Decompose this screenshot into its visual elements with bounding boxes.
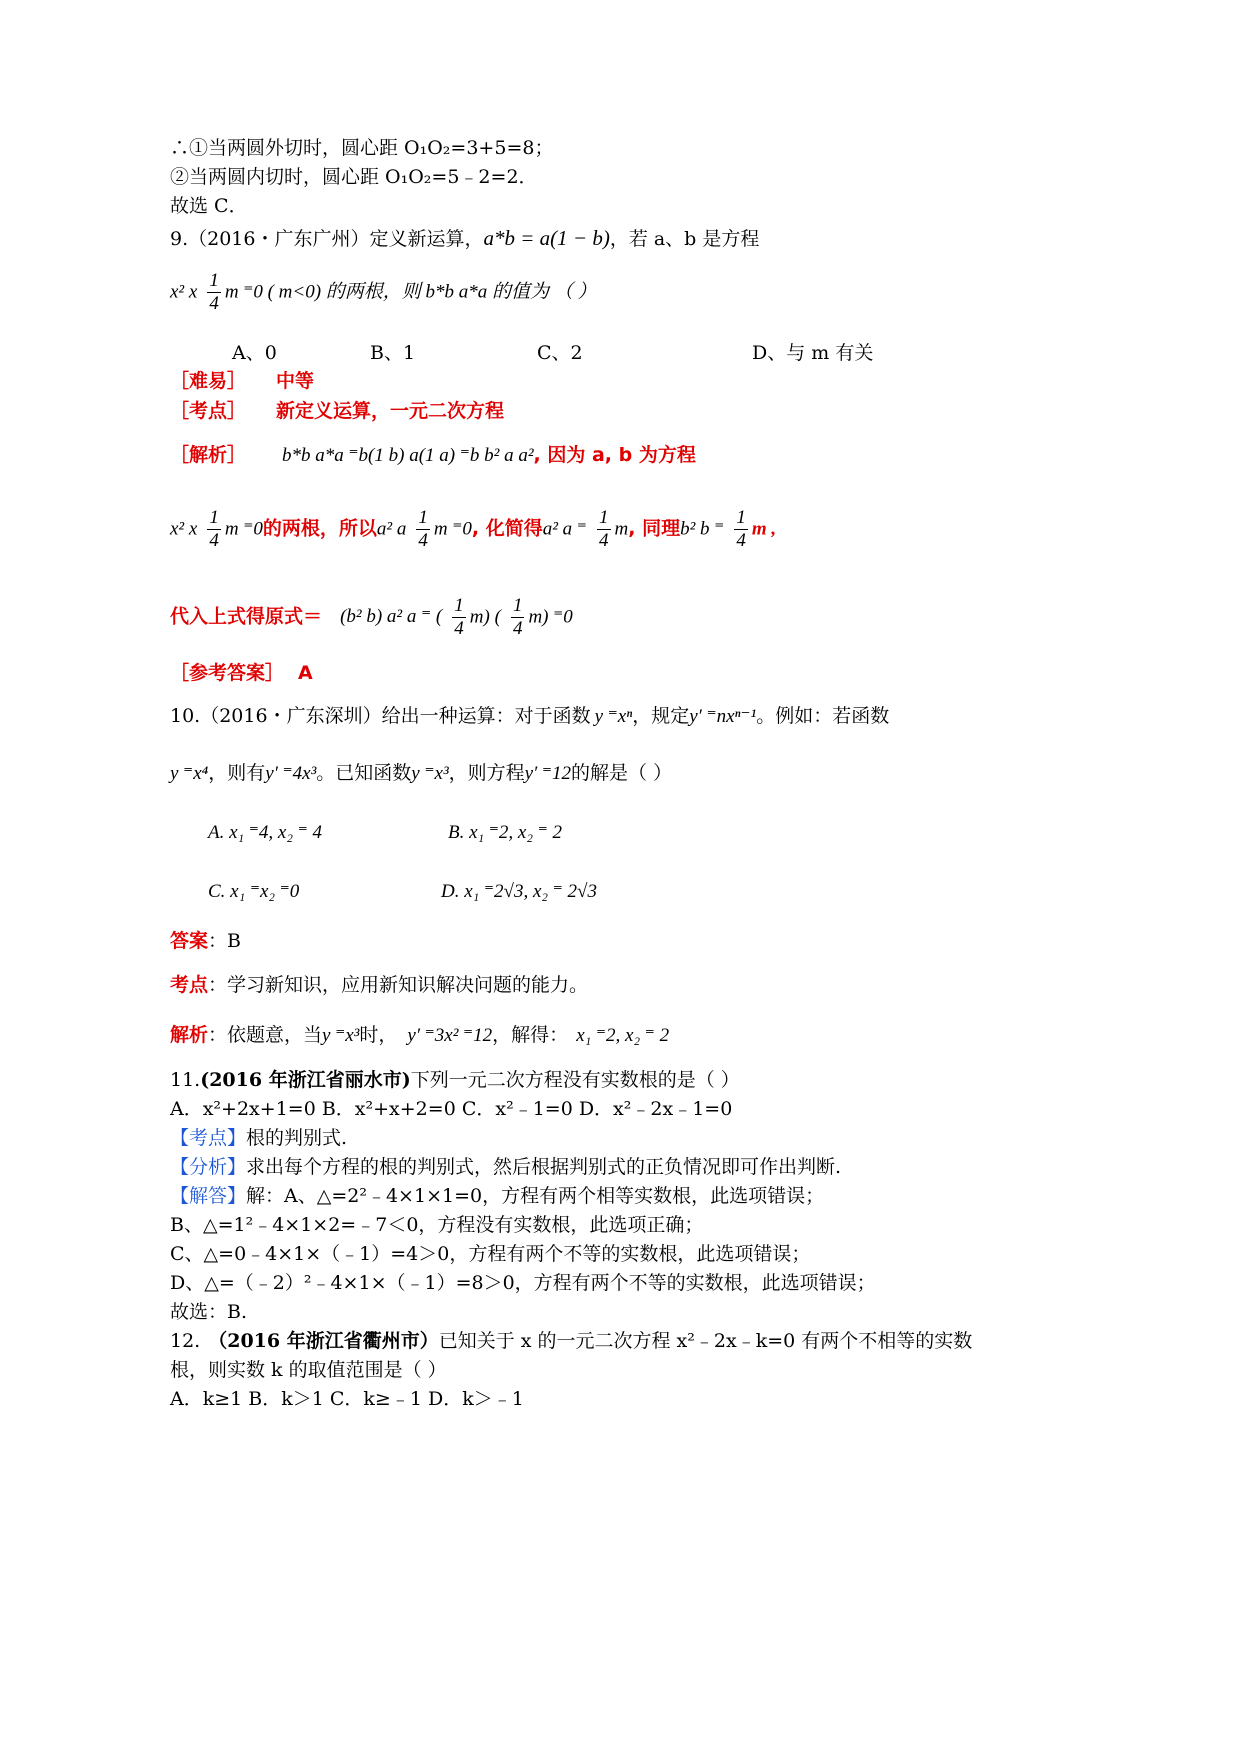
q10-stem-line2: y ⁼x⁴，则有y′ ⁼4x³。已知函数y ⁼x³，则方程y′ ⁼12的解是（ ） xyxy=(170,762,673,784)
q11-choice: 故选：B. xyxy=(170,1301,248,1323)
q9-option-d: D、与 m 有关 xyxy=(752,342,874,364)
q11-options: A．x²+2x+1=0 B．x²+x+2=0 C．x²﹣1=0 D．x²﹣2x﹣1=0 xyxy=(170,1098,733,1120)
q10-option-d: D. x₁ ⁼2√3, x₂ ⁼ 2√3 xyxy=(441,881,597,902)
q9-analysis-line2: x² x $\frac{1}{4}$ m ⁼0的两根，所以a² a $\frac{1}{4}$ m ⁼0, 化简得a² a ⁼ $\frac{1}{4}$ m, 同理b² b ⁼ $\frac{1}{4}$ m , xyxy=(170,507,777,551)
q9-option-a: A、0 xyxy=(232,342,277,364)
q10-topic: 考点：学习新知识，应用新知识解决问题的能力。 xyxy=(170,974,589,996)
q12-options: A．k≥1 B．k＞1 C．k≥﹣1 D．k＞﹣1 xyxy=(170,1388,524,1410)
q10-analysis: 解析：依题意，当y ⁼x³时， y′ ⁼3x² ⁼12，解得： x₁ ⁼2, x₂ ⁼ 2 xyxy=(170,1024,670,1046)
q11-stem: 11.(2016 年浙江省丽水市)下列一元二次方程没有实数根的是（ ） xyxy=(170,1069,740,1091)
prev-answer-line3: 故选 C． xyxy=(170,195,248,217)
q11-solution-b: B、△=1²﹣4×1×2=﹣7＜0，方程没有实数根，此选项正确； xyxy=(170,1214,704,1236)
q9-analysis: ［解析］ b*b a*a ⁼b(1 b) a(1 a) ⁼b b² a a², 因为 a, b 为方程 xyxy=(170,444,696,466)
q9-fraction: $\frac{1}{4}$ xyxy=(209,270,219,314)
q11-solution-c: C、△=0﹣4×1×（﹣1）=4＞0，方程有两个不等的实数根，此选项错误； xyxy=(170,1243,811,1265)
q11-solution-a: 【解答】解：A、△=2²﹣4×1×1=0，方程有两个相等实数根，此选项错误； xyxy=(170,1185,825,1207)
q10-option-b: B. x₁ ⁼2, x₂ ⁼ 2 xyxy=(448,822,562,843)
q9-stem-formula: a*b = a(1 − b) xyxy=(483,226,610,250)
q9-stem: 9.（2016・广东广州）定义新运算，a*b = a(1 − b)，若 a、b 是方程 xyxy=(170,226,760,250)
prev-answer-line1: ∴①当两圆外切时，圆心距 O₁O₂=3+5=8； xyxy=(170,137,554,159)
q11-topic: 【考点】根的判别式. xyxy=(170,1127,348,1149)
q9-substitute: 代入上式得原式＝ (b² b) a² a ⁼ ( $\frac{1}{4}$ m) ( $\frac{1}{4}$ m) ⁼0 xyxy=(170,595,573,639)
q10-option-c: C. x₁ ⁼x₂ ⁼0 xyxy=(208,881,300,902)
q10-option-a: A. x₁ ⁼4, x₂ ⁼ 4 xyxy=(208,822,322,843)
q9-equation: x² x $\frac{1}{4}$ m ⁼0 ( m<0) 的两根，则 b*b a*a 的值为 （ ） xyxy=(170,270,597,314)
q9-difficulty: ［难易］ 中等 xyxy=(170,370,315,392)
q11-solution-d: D、△=（﹣2）²﹣4×1×（﹣1）=8＞0，方程有两个不等的实数根，此选项错误； xyxy=(170,1272,876,1294)
q11-analysis: 【分析】求出每个方程的根的判别式，然后根据判别式的正负情况即可作出判断. xyxy=(170,1156,842,1178)
q9-option-c: C、2 xyxy=(537,342,583,364)
q10-stem: 10.（2016・广东深圳）给出一种运算：对于函数 y ⁼xⁿ，规定y′ ⁼nxⁿ⁻¹。例如：若函数 xyxy=(170,705,890,727)
q12-stem-line2: 根，则实数 k 的取值范围是（ ） xyxy=(170,1359,447,1381)
q12-stem: 12. （2016 年浙江省衢州市）已知关于 x 的一元二次方程 x²﹣2x﹣k=0 有两个不相等的实数 xyxy=(170,1330,973,1352)
q9-answer: ［参考答案］ A xyxy=(170,662,313,684)
q9-topic: ［考点］ 新定义运算，一元二次方程 xyxy=(170,400,505,422)
q9-option-b: B、1 xyxy=(370,342,416,364)
prev-answer-line2: ②当两圆内切时，圆心距 O₁O₂=5﹣2=2． xyxy=(170,166,538,188)
q10-answer: 答案：B xyxy=(170,930,241,952)
